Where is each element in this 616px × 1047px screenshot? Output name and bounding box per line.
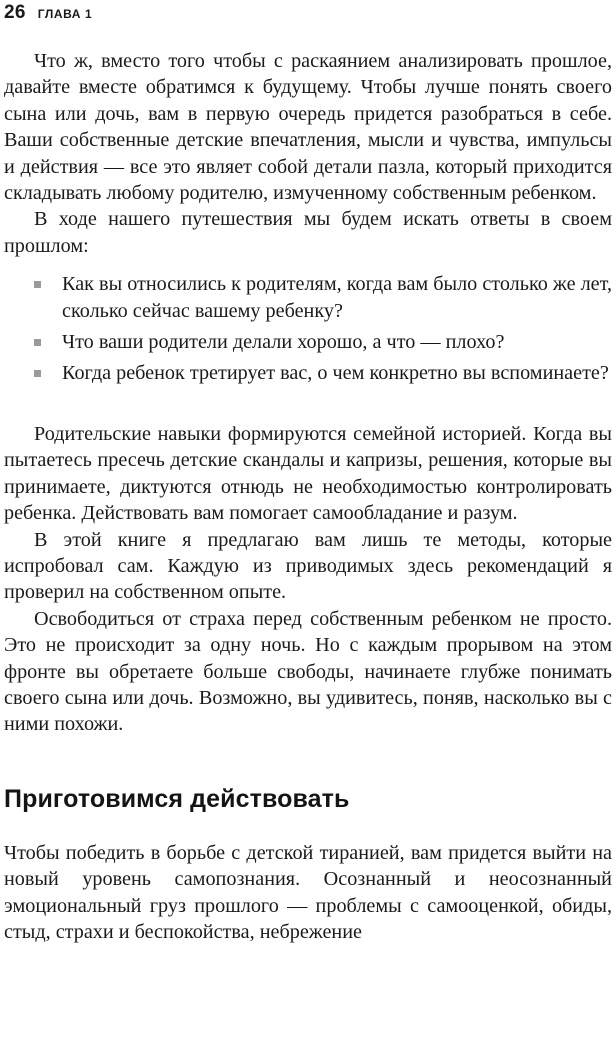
spacer — [4, 401, 612, 421]
section-heading: Приготовимся действовать — [4, 784, 350, 813]
question-list — [4, 271, 612, 387]
paragraph-freedom: Освободиться от страха перед собственным ребенком не просто. Это не происходит за одну ночь. Но с каждым прорывом на этом фронте вы обретаете больше свободы, начинаете глубже понимать своего сына или дочь. Возможно, вы удивитесь, поняв, насколько вы с ними похожи. — [4, 607, 612, 736]
paragraph-future: Что ж, вместо того чтобы с раскаянием анализировать прошлое, давайте вместе обратимся к будущему. Чтобы лучше понять своего сына или дочь, вам в первую очередь придется разобраться в себе. Ваши собственные детские впечатления, мысли и чувства, импульсы и действия — все это являет собой детали пазла, который приходится складывать любому родителю, измученному собственным ребенком. — [4, 50, 612, 205]
chapter-label: ГЛАВА 1 — [37, 7, 93, 21]
page-number: 26 — [4, 2, 26, 23]
paragraph-parenting-skills: Родительские навыки формируются семейной историей. Когда вы пытаетесь пресечь детские скандалы и капризы, решения, которые вы принимаете, диктуются отнюдь не необходимостью контролировать ребенка. Действовать вам помогает самообладание и разум. — [4, 422, 612, 525]
square-bullet-icon — [34, 281, 41, 288]
list-item — [4, 271, 612, 324]
square-bullet-icon — [34, 339, 41, 346]
list-item-text: Что ваши родители делали хорошо, а что — плохо? — [62, 331, 505, 354]
paragraph-journey: В ходе нашего путешествия мы будем искать ответы в своем прошлом: — [4, 208, 612, 257]
paragraph-self-knowledge: Чтобы победить в борьбе с детской тиранией, вам придется выйти на новый уровень самопознания. Осознанный и неосознанный эмоциональный груз прошлого — проблемы с самооценкой, обиды, стыд, страхи и беспокойства, небрежение — [4, 841, 612, 943]
list-item-text: Когда ребенок третирует вас, о чем конкретно вы вспоминаете? — [62, 362, 609, 385]
paragraph-methods: В этой книге я предлагаю вам лишь те методы, которые испробовал сам. Каждую из приводимых здесь рекомендаций я проверил на собственном опыте. — [4, 528, 612, 604]
list-item — [4, 329, 612, 355]
list-item — [4, 360, 612, 386]
page-body — [4, 48, 612, 945]
square-bullet-icon — [34, 370, 41, 377]
running-head — [4, 2, 92, 28]
list-item-text: Как вы относились к родителям, когда вам было столько же лет, сколько сейчас вашему ребенку? — [62, 273, 612, 322]
